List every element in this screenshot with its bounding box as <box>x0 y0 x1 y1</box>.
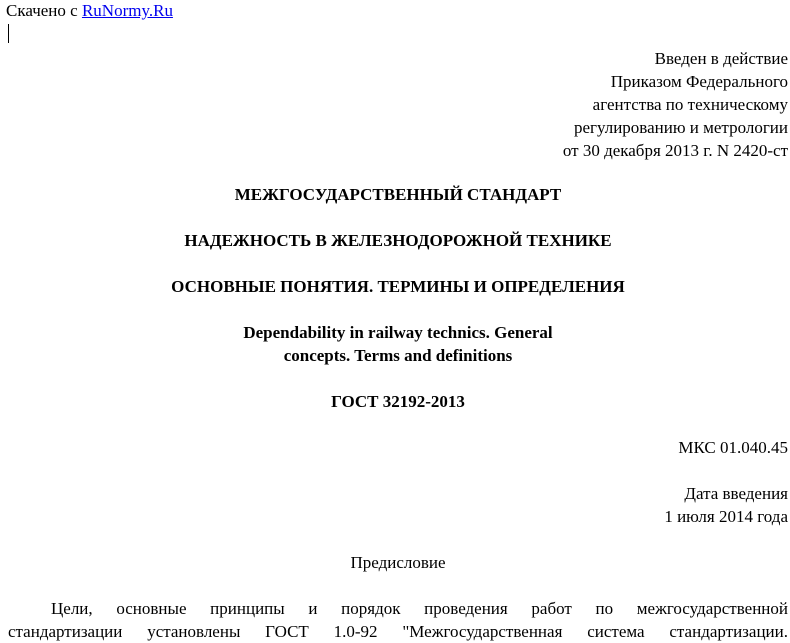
text-cursor <box>8 24 9 43</box>
document-title: НАДЕЖНОСТЬ В ЖЕЛЕЗНОДОРОЖНОЙ ТЕХНИКЕ <box>184 231 612 250</box>
enactment-line: регулированию и метрологии <box>573 118 788 137</box>
english-title-line: Dependability in railway technics. General <box>243 323 553 342</box>
enactment-block <box>563 47 788 162</box>
document-subtitle: ОСНОВНЫЕ ПОНЯТИЯ. ТЕРМИНЫ И ОПРЕДЕЛЕНИЯ <box>171 277 625 296</box>
mks-code: МКС 01.040.45 <box>678 438 788 457</box>
source-link[interactable]: RuNormy.Ru <box>81 1 173 20</box>
foreword-paragraph <box>8 597 788 643</box>
intro-date-block <box>664 482 788 528</box>
intro-date-label: Дата введения <box>684 484 788 503</box>
paragraph-line: стандартизации установлены ГОСТ 1.0-92 "Межгосударственная система стандартизации. <box>8 622 788 641</box>
intro-date-value: 1 июля 2014 года <box>664 507 788 526</box>
enactment-line: Приказом Федерального <box>610 72 788 91</box>
standard-type: МЕЖГОСУДАРСТВЕННЫЙ СТАНДАРТ <box>234 185 562 204</box>
source-line <box>6 1 173 21</box>
enactment-line: Введен в действие <box>654 49 788 68</box>
paragraph-line: Цели, основные принципы и порядок проведения работ по межгосударственной <box>51 599 788 618</box>
source-prefix: Скачено с <box>6 1 78 20</box>
gost-number: ГОСТ 32192-2013 <box>331 392 465 411</box>
foreword-heading: Предисловие <box>350 553 446 572</box>
english-title-line: concepts. Terms and definitions <box>283 346 513 365</box>
english-title <box>0 321 790 367</box>
enactment-line: агентства по техническому <box>592 95 788 114</box>
enactment-line: от 30 декабря 2013 г. N 2420-ст <box>562 141 788 160</box>
